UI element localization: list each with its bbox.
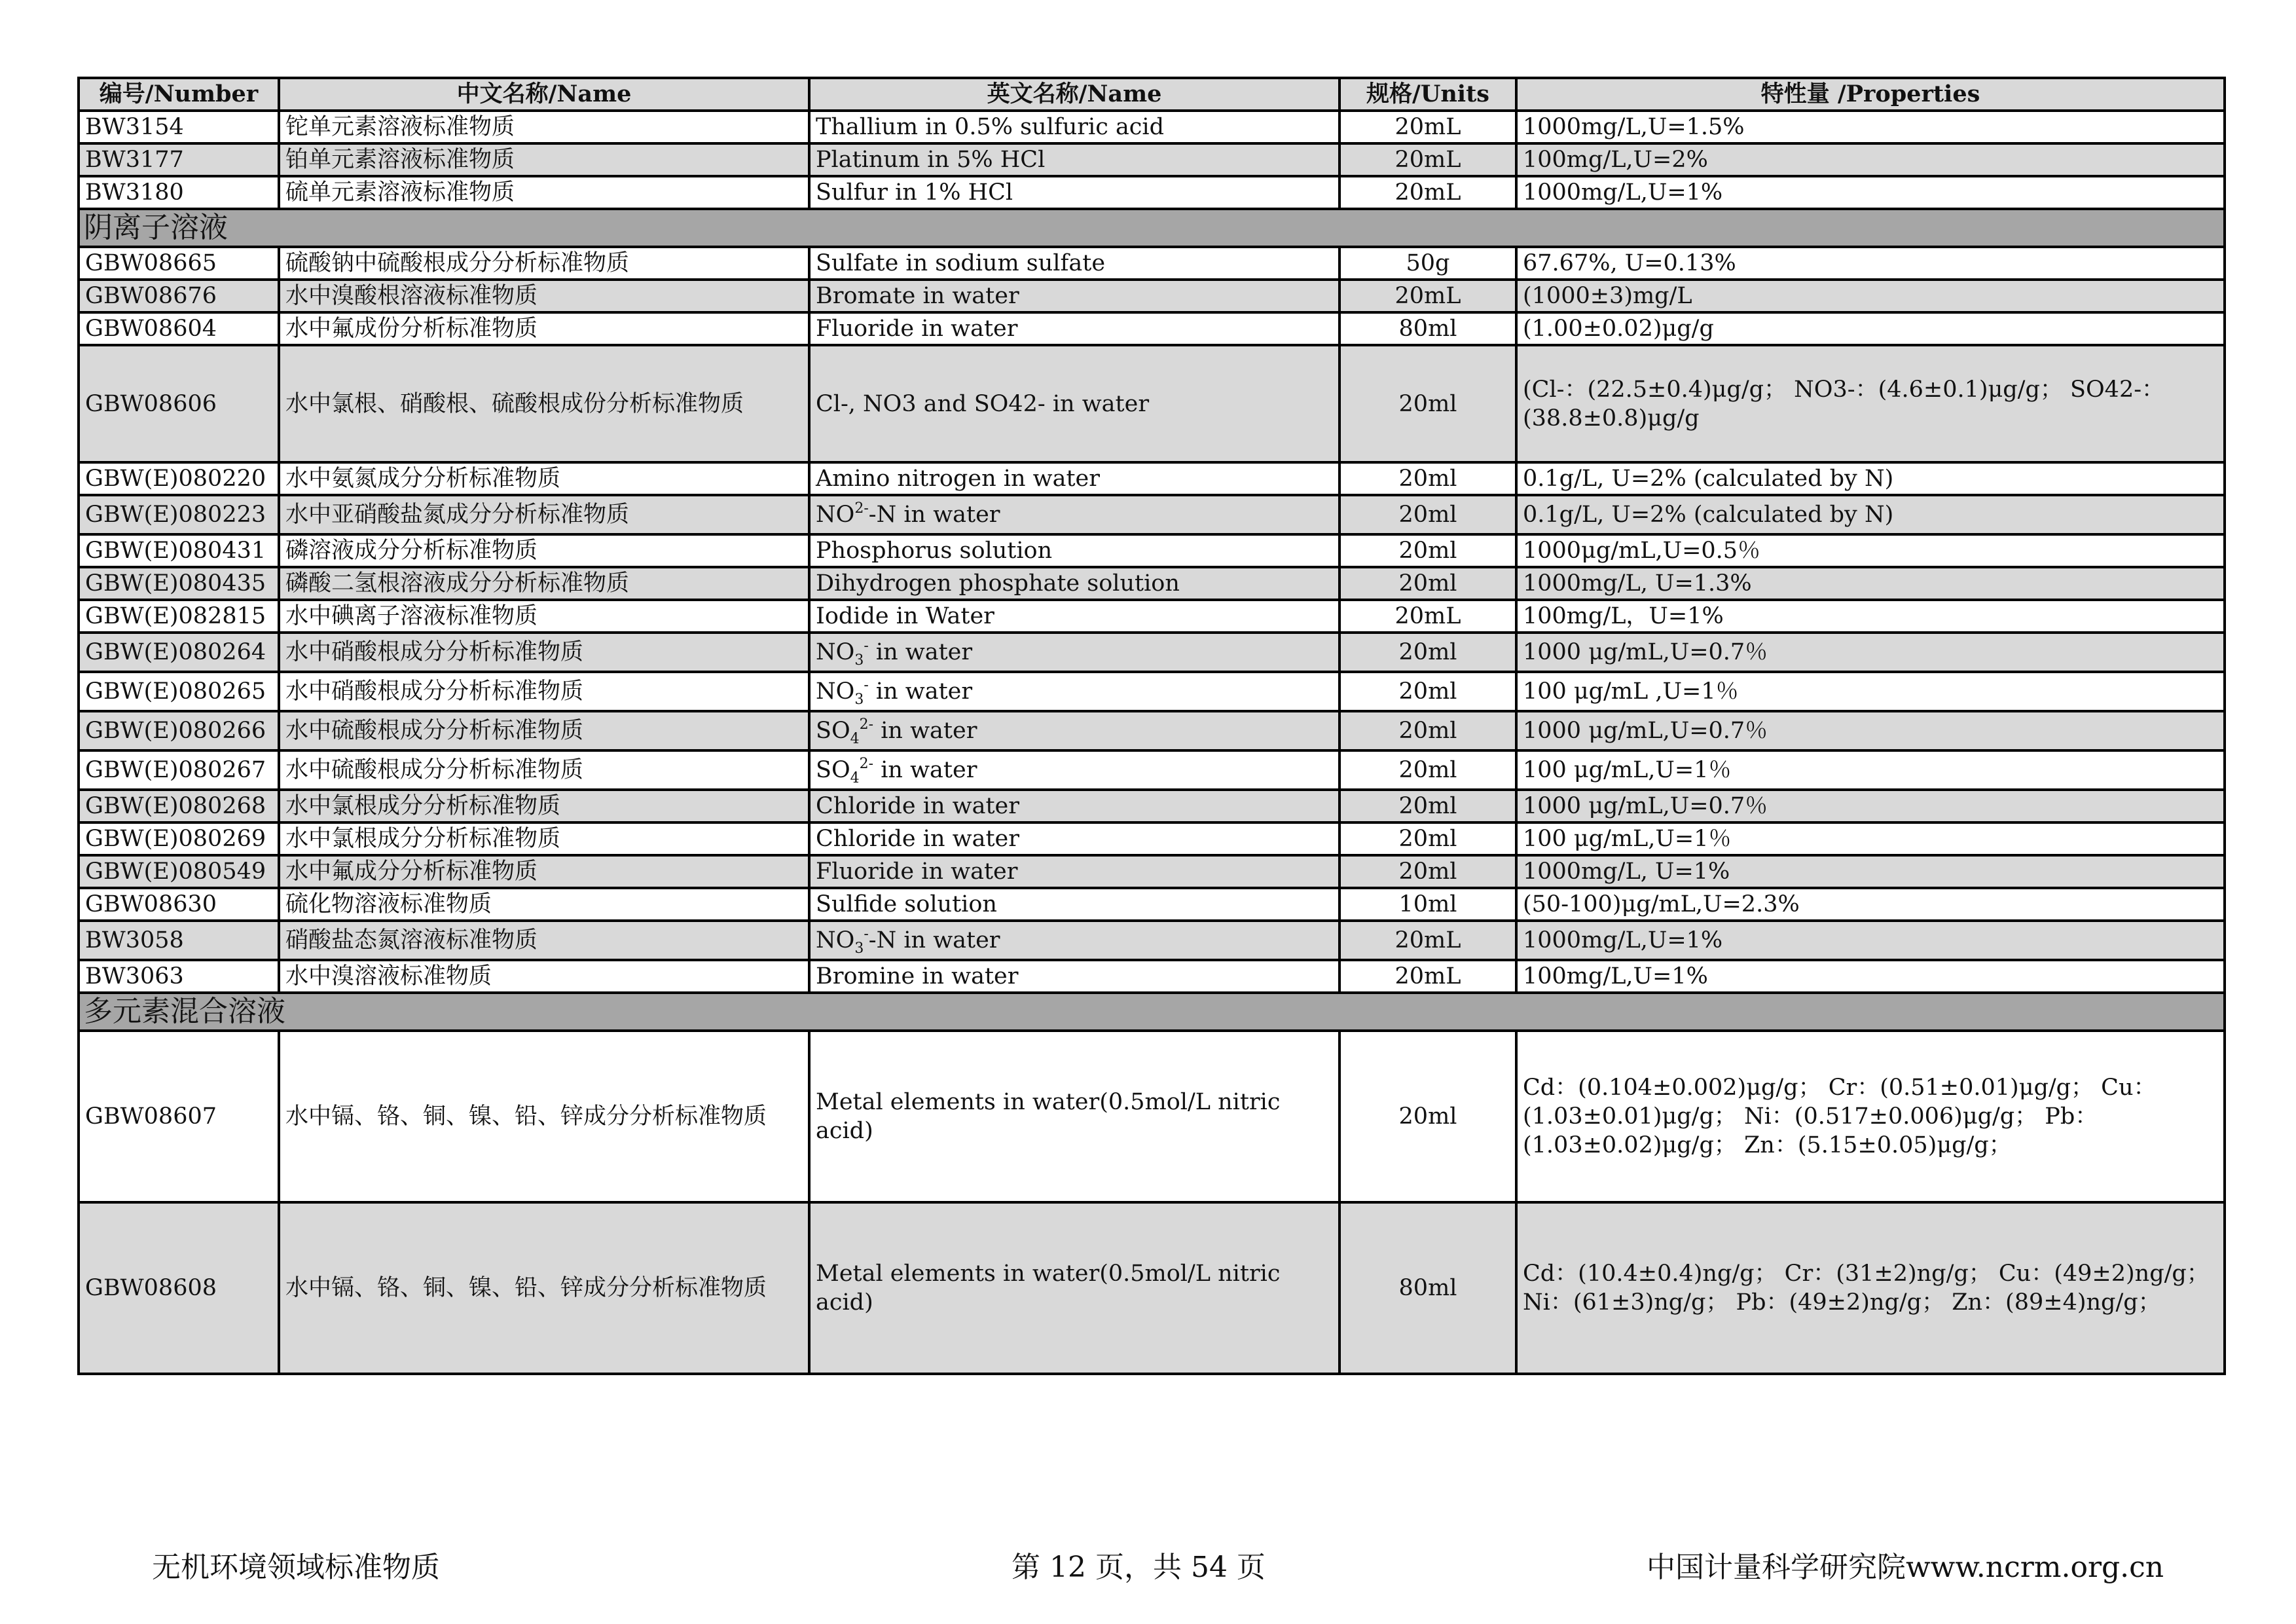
table-body-anion-rest (79, 345, 2225, 1374)
cell-units: 80ml (1339, 1202, 1516, 1374)
cell-units: 10ml (1339, 888, 1516, 921)
cell-chinese-name: 水中镉、铬、铜、镍、铅、锌成分分析标准物质 (279, 1031, 809, 1202)
cell-properties: 100 μg/mL,U=1％ (1516, 750, 2225, 790)
cell-properties: 1000 μg/mL,U=0.7％ (1516, 711, 2225, 750)
table-row (79, 600, 2225, 633)
formula-rest: in water (873, 718, 977, 744)
table-row (79, 633, 2225, 672)
table-body-top (79, 111, 2225, 209)
cell-english-name (809, 633, 1339, 672)
cell-english-name: Metal elements in water(0.5mol/L nitric acid) (809, 1031, 1339, 1202)
cell-number: GBW(E)080435 (79, 567, 279, 600)
formula-subscript: 3 (854, 652, 864, 669)
table-row (79, 1031, 2225, 1202)
cell-number: GBW08606 (79, 345, 279, 462)
cell-number: GBW(E)080269 (79, 822, 279, 855)
cell-chinese-name: 水中硝酸根成分分析标准物质 (279, 672, 809, 711)
table-body-anion-section (79, 209, 2225, 247)
cell-english-name: Fluoride in water (809, 312, 1339, 345)
cell-units: 20ml (1339, 462, 1516, 495)
cell-units: 20ml (1339, 790, 1516, 822)
cell-properties: 67.67%, U=0.13% (1516, 247, 2225, 280)
table-header-row (79, 78, 2225, 111)
cell-number: GBW(E)080220 (79, 462, 279, 495)
cell-properties: 100 μg/mL ,U=1％ (1516, 672, 2225, 711)
formula-superscript: - (864, 677, 869, 693)
table-row (79, 750, 2225, 790)
formula-base: NO (816, 502, 855, 528)
cell-units: 20ml (1339, 1031, 1516, 1202)
cell-number: GBW(E)080265 (79, 672, 279, 711)
cell-units: 20ml (1339, 855, 1516, 888)
formula-base: NO (816, 678, 855, 705)
cell-chinese-name: 水中亚硝酸盐氮成分分析标准物质 (279, 495, 809, 534)
cell-english-name (809, 750, 1339, 790)
cell-properties: (1.00±0.02)μg/g (1516, 312, 2225, 345)
cell-units: 20ml (1339, 633, 1516, 672)
formula-superscript: - (864, 638, 869, 654)
cell-number: GBW(E)080223 (79, 495, 279, 534)
footer-institute: 中国计量科学研究院www.ncrm.org.cn (1647, 1551, 2164, 1584)
cell-units: 20ml (1339, 495, 1516, 534)
cell-english-name: Cl-, NO3 and SO42- in water (809, 345, 1339, 462)
cell-units: 20ml (1339, 345, 1516, 462)
formula-subscript: 3 (854, 940, 864, 957)
table-row (79, 960, 2225, 993)
cell-chinese-name: 磷溶液成分分析标准物质 (279, 534, 809, 567)
cell-chinese-name: 水中碘离子溶液标准物质 (279, 600, 809, 633)
cell-number: BW3154 (79, 111, 279, 143)
cell-chinese-name: 水中硫酸根成分分析标准物质 (279, 711, 809, 750)
cell-chinese-name: 铂单元素溶液标准物质 (279, 143, 809, 176)
table-row (79, 176, 2225, 209)
formula-base: SO (816, 757, 850, 783)
cell-english-name (809, 711, 1339, 750)
cell-units: 20ml (1339, 672, 1516, 711)
formula-subscript: 3 (854, 692, 864, 708)
cell-number: GBW(E)080431 (79, 534, 279, 567)
table-row (79, 462, 2225, 495)
cell-english-name: Iodide in Water (809, 600, 1339, 633)
header-chinese-name: 中文名称/Name (279, 78, 809, 111)
cell-properties (1516, 345, 2225, 462)
cell-units: 20mL (1339, 143, 1516, 176)
formula-subscript: 4 (850, 770, 860, 786)
formula-superscript: 2- (859, 716, 874, 733)
properties-line: Cd：(0.104±0.002)μg/g； Cr：(0.51±0.01)μg/g； Cu： (1523, 1075, 2157, 1101)
cell-units: 80ml (1339, 312, 1516, 345)
cell-units: 20mL (1339, 921, 1516, 960)
cell-chinese-name: 磷酸二氢根溶液成分分析标准物质 (279, 567, 809, 600)
cell-properties: 1000 μg/mL,U=0.7％ (1516, 790, 2225, 822)
formula-rest: in water (868, 639, 973, 665)
cell-number: GBW(E)080268 (79, 790, 279, 822)
cell-number: GBW(E)082815 (79, 600, 279, 633)
cell-chinese-name: 硝酸盐态氮溶液标准物质 (279, 921, 809, 960)
cell-english-name: Sulfur in 1% HCl (809, 176, 1339, 209)
cell-english-name (809, 495, 1339, 534)
formula-base: NO (816, 639, 855, 665)
cell-number: GBW(E)080266 (79, 711, 279, 750)
formula-superscript: 2- (854, 500, 869, 517)
table-row (79, 534, 2225, 567)
table-row (79, 888, 2225, 921)
section-row-mixed (79, 993, 2225, 1031)
properties-line: (1.03±0.02)μg/g； Zn：(5.15±0.05)μg/g； (1523, 1132, 2012, 1158)
cell-chinese-name: 水中溴酸根溶液标准物质 (279, 280, 809, 312)
formula-rest: -N in water (868, 502, 1000, 528)
cell-english-name: Bromine in water (809, 960, 1339, 993)
cell-english-name (809, 672, 1339, 711)
cell-units: 20ml (1339, 711, 1516, 750)
cell-english-name: Bromate in water (809, 280, 1339, 312)
cell-properties (1516, 1031, 2225, 1202)
cell-english-name: Metal elements in water(0.5mol/L nitric acid) (809, 1202, 1339, 1374)
cell-number: GBW08607 (79, 1031, 279, 1202)
cell-english-name: Phosphorus solution (809, 534, 1339, 567)
table-row (79, 790, 2225, 822)
cell-units: 20mL (1339, 111, 1516, 143)
properties-line: (1.03±0.01)μg/g； Ni：(0.517±0.006)μg/g； Pb： (1523, 1103, 2098, 1130)
cell-english-name: Amino nitrogen in water (809, 462, 1339, 495)
table-row (79, 567, 2225, 600)
cell-number: GBW08676 (79, 280, 279, 312)
cell-units: 20mL (1339, 176, 1516, 209)
cell-chinese-name: 硫酸钠中硫酸根成分分析标准物质 (279, 247, 809, 280)
cell-chinese-name: 硫化物溶液标准物质 (279, 888, 809, 921)
table-row (79, 312, 2225, 345)
cell-chinese-name: 水中镉、铬、铜、镍、铅、锌成分分析标准物质 (279, 1202, 809, 1374)
cell-properties: 1000μg/mL,U=0.5％ (1516, 534, 2225, 567)
formula-base: NO (816, 927, 855, 953)
cell-properties: (50-100)μg/mL,U=2.3% (1516, 888, 2225, 921)
section-row-anion (79, 209, 2225, 247)
cell-properties: 1000mg/L,U=1% (1516, 921, 2225, 960)
properties-line: Ni：(61±3)ng/g； Pb：(49±2)ng/g； Zn：(89±4)ng/g； (1523, 1289, 2161, 1316)
cell-chinese-name: 铊单元素溶液标准物质 (279, 111, 809, 143)
footer-page-number: 第 12 页，共 54 页 (1011, 1551, 1266, 1584)
cell-chinese-name: 水中硝酸根成分分析标准物质 (279, 633, 809, 672)
formula-base: SO (816, 718, 850, 744)
table-body-anion (79, 247, 2225, 345)
cell-chinese-name: 水中氨氮成分分析标准物质 (279, 462, 809, 495)
cell-properties (1516, 1202, 2225, 1374)
header-number: 编号/Number (79, 78, 279, 111)
cell-properties: 100mg/L,U=2% (1516, 143, 2225, 176)
properties-line: (38.8±0.8)μg/g (1523, 405, 1700, 432)
cell-properties: 1000mg/L,U=1.5% (1516, 111, 2225, 143)
cell-english-name: Fluoride in water (809, 855, 1339, 888)
table-row (79, 855, 2225, 888)
cell-english-name: Thallium in 0.5% sulfuric acid (809, 111, 1339, 143)
table-row (79, 143, 2225, 176)
table-row (79, 921, 2225, 960)
cell-chinese-name: 水中氯根成分分析标准物质 (279, 790, 809, 822)
cell-chinese-name: 水中硫酸根成分分析标准物质 (279, 750, 809, 790)
cell-units: 20mL (1339, 280, 1516, 312)
cell-number: BW3058 (79, 921, 279, 960)
cell-number: GBW(E)080549 (79, 855, 279, 888)
table-row (79, 111, 2225, 143)
footer-document-title: 无机环境领域标准物质 (152, 1551, 440, 1584)
cell-english-name: Platinum in 5% HCl (809, 143, 1339, 176)
cell-properties: 1000mg/L,U=1% (1516, 176, 2225, 209)
cell-chinese-name: 水中氟成份分析标准物质 (279, 312, 809, 345)
section-title-anion: 阴离子溶液 (79, 209, 2225, 247)
cell-units: 20mL (1339, 960, 1516, 993)
formula-superscript: - (864, 926, 869, 942)
table-row (79, 247, 2225, 280)
table-row (79, 1202, 2225, 1374)
formula-superscript: 2- (859, 756, 874, 772)
cell-english-name (809, 921, 1339, 960)
table-row (79, 672, 2225, 711)
cell-english-name: Sulfide solution (809, 888, 1339, 921)
formula-subscript: 4 (850, 731, 860, 747)
cell-chinese-name: 水中氯根成分分析标准物质 (279, 822, 809, 855)
cell-units: 20mL (1339, 600, 1516, 633)
formula-rest: in water (868, 678, 973, 705)
cell-english-name: Sulfate in sodium sulfate (809, 247, 1339, 280)
formula-rest: -N in water (868, 927, 1000, 953)
table-row (79, 280, 2225, 312)
cell-units: 20ml (1339, 567, 1516, 600)
cell-properties: 1000mg/L, U=1% (1516, 855, 2225, 888)
cell-chinese-name: 水中溴溶液标准物质 (279, 960, 809, 993)
header-units: 规格/Units (1339, 78, 1516, 111)
formula-rest: in water (873, 757, 977, 783)
properties-line: (Cl-：(22.5±0.4)μg/g； NO3-：(4.6±0.1)μg/g； SO42-： (1523, 376, 2165, 403)
cell-properties: (1000±3)mg/L (1516, 280, 2225, 312)
cell-english-name: Dihydrogen phosphate solution (809, 567, 1339, 600)
cell-properties: 1000mg/L, U=1.3% (1516, 567, 2225, 600)
table-row (79, 345, 2225, 462)
cell-chinese-name: 水中氟成分分析标准物质 (279, 855, 809, 888)
cell-number: BW3180 (79, 176, 279, 209)
header-properties: 特性量 /Properties (1516, 78, 2225, 111)
cell-properties: 0.1g/L, U=2% (calculated by N) (1516, 462, 2225, 495)
cell-number: GBW(E)080264 (79, 633, 279, 672)
cell-number: GBW08630 (79, 888, 279, 921)
cell-properties: 100 μg/mL,U=1％ (1516, 822, 2225, 855)
table-row (79, 822, 2225, 855)
cell-properties: 1000 μg/mL,U=0.7％ (1516, 633, 2225, 672)
cell-units: 20ml (1339, 822, 1516, 855)
cell-english-name: Chloride in water (809, 790, 1339, 822)
cell-units: 20ml (1339, 750, 1516, 790)
cell-units: 20ml (1339, 534, 1516, 567)
cell-units: 50g (1339, 247, 1516, 280)
cell-number: GBW08604 (79, 312, 279, 345)
cell-properties: 0.1g/L, U=2% (calculated by N) (1516, 495, 2225, 534)
table-row (79, 711, 2225, 750)
cell-chinese-name: 水中氯根、硝酸根、硫酸根成份分析标准物质 (279, 345, 809, 462)
header-english-name: 英文名称/Name (809, 78, 1339, 111)
cell-properties: 100mg/L，U=1% (1516, 600, 2225, 633)
properties-line: Cd：(10.4±0.4)ng/g； Cr：(31±2)ng/g； Cu：(49±2)ng/g； (1523, 1261, 2210, 1287)
cell-number: GBW08608 (79, 1202, 279, 1374)
cell-number: BW3177 (79, 143, 279, 176)
table-row (79, 495, 2225, 534)
cell-number: GBW(E)080267 (79, 750, 279, 790)
cell-english-name: Chloride in water (809, 822, 1339, 855)
section-title-mixed: 多元素混合溶液 (79, 993, 2225, 1031)
cell-number: BW3063 (79, 960, 279, 993)
cell-chinese-name: 硫单元素溶液标准物质 (279, 176, 809, 209)
cell-number: GBW08665 (79, 247, 279, 280)
reference-material-table (77, 77, 2226, 1375)
cell-properties: 100mg/L,U=1% (1516, 960, 2225, 993)
